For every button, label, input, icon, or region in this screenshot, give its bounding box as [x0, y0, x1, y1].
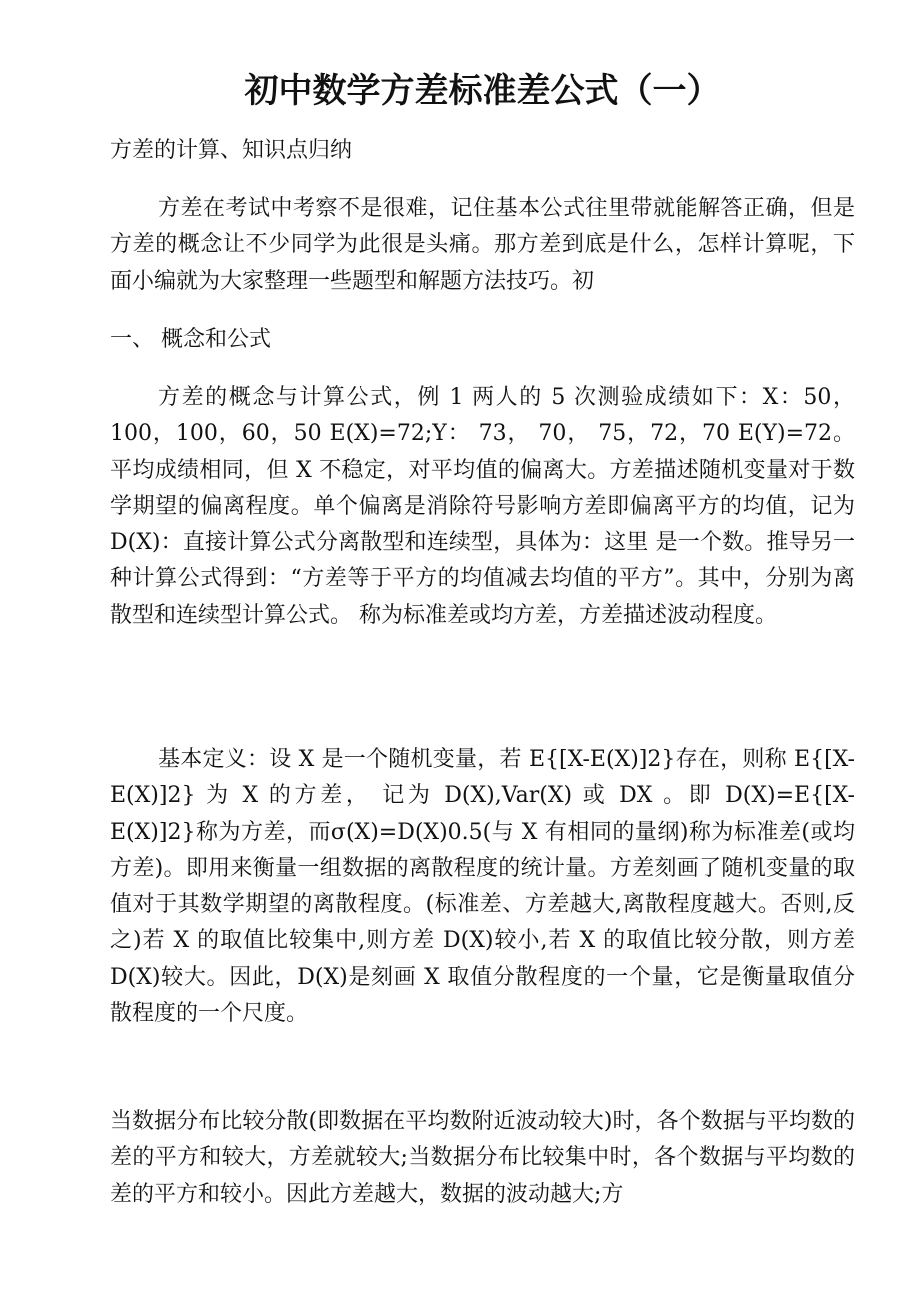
intro-paragraph: 方差在考试中考察不是很难，记住基本公式往里带就能解答正确，但是方差的概念让不少同学为此很是头痛。那方差到底是什么，怎样计算呢，下面小编就为大家整理一些题型和解题方法技巧。初 [110, 196, 855, 294]
distribution-paragraph: 当数据分布比较分散(即数据在平均数附近波动较大)时，各个数据与平均数的差的平方和较大，方差就较大;当数据分布比较集中时，各个数据与平均数的差的平方和较小。因此方差越大，数据的波动越大;方 [110, 1109, 855, 1207]
document-title: 初中数学方差标准差公式（一） [244, 71, 721, 111]
section-heading-concepts: 一、 概念和公式 [110, 327, 271, 352]
concept-paragraph: 方差的概念与计算公式，例 1 两人的 5 次测验成绩如下：X：50，100，100，60，50 E(X)=72;Y： 73， 70， 75，72，70 E(Y)=72。平均成绩相同，但 X 不稳定，对平均值的偏离大。方差描述随机变量对于数学期望的偏离程度。单个偏离是消除符号影响方差即偏离平方的均值，记为 D(X)：直接计算公式分离散型和连续型，具体为：这里 是一个数。推导另一种计算公式得到：“方差等于平方的均值减去均值的平方”。其中，分别为离散型和连续型计算公式。 称为标准差或均方差，方差描述波动程度。 [110, 385, 855, 628]
definition-paragraph: 基本定义：设 X 是一个随机变量，若 E{[X-E(X)]2}存在，则称 E{[X-E(X)]2} 为 X 的方差， 记为 D(X),Var(X) 或 DX 。即 D(X)=E{[X-E(X)]2}称为方差，而σ(X)=D(X)0.5(与 X 有相同的量纲)称为标准差(或均方差)。即用来衡量一组数据的离散程度的统计量。方差刻画了随机变量的取值对于其数学期望的离散程度。(标准差、方差越大,离散程度越大。否则,反之)若 X 的取值比较集中,则方差 D(X)较小,若 X 的取值比较分散，则方差 D(X)较大。因此，D(X)是刻画 X 取值分散程度的一个量，它是衡量取值分散程度的一个尺度。 [110, 747, 855, 1027]
document-subtitle: 方差的计算、知识点归纳 [110, 138, 353, 163]
